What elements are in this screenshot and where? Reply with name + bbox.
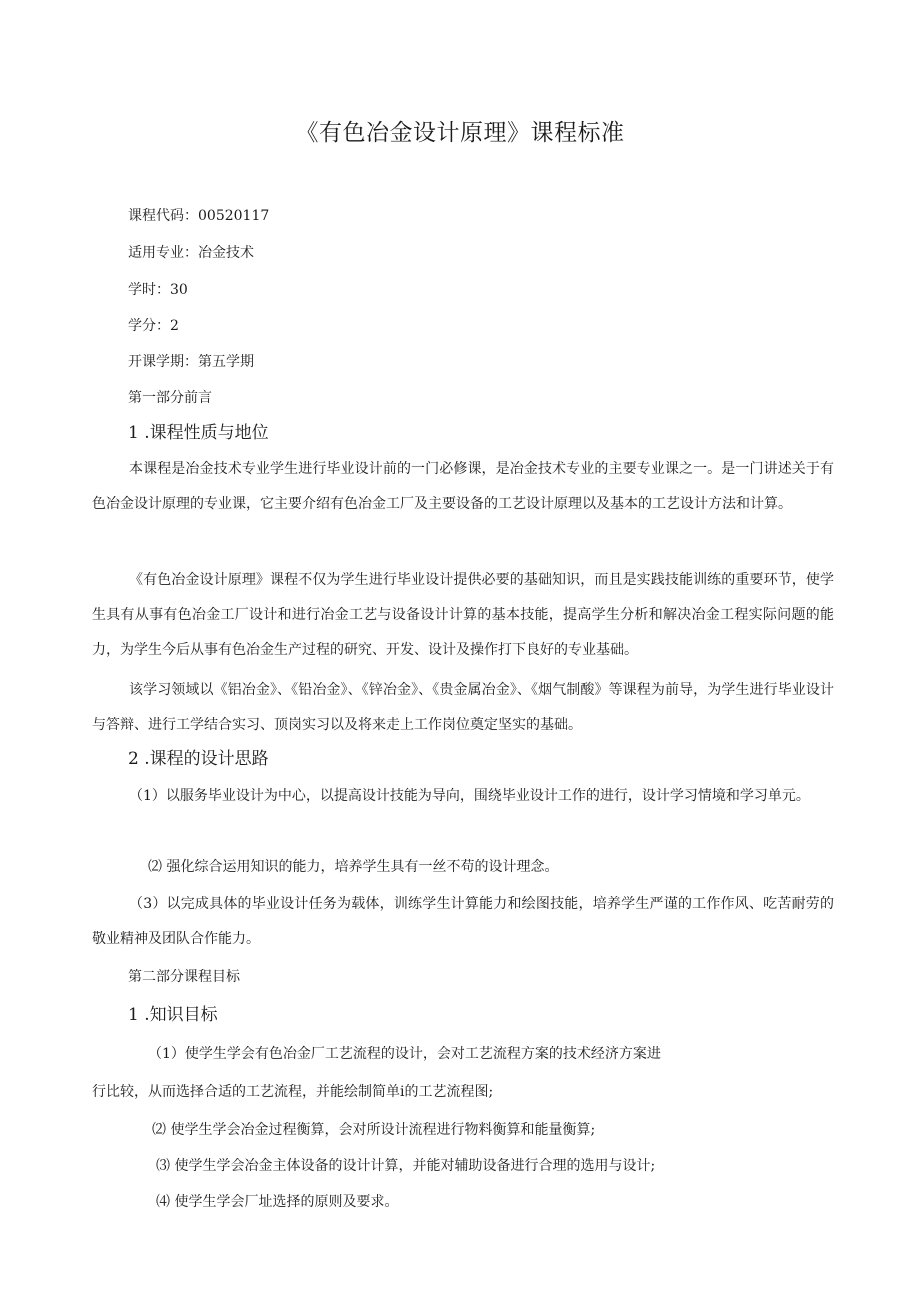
section-heading-design: 2 .课程的设计思路 [128,749,269,769]
semester: 开课学期：第五学期 [128,354,254,370]
paragraph-nature-1: 本课程是冶金技术专业学生进行毕业设计前的一门必修课，是冶金技术专业的主要专业课之一。是一门讲述关于有色冶金设计原理的专业课，它主要介绍有色冶金工厂及主要设备的工艺设计原理以及基本的工艺设计方法和计算。 [92,461,834,512]
knowledge-item-1-line-1: （1）使学生学会有色冶金厂工艺流程的设计，会对工艺流程方案的技术经济方案进 [148,1046,661,1062]
credits: 学分：2 [128,318,179,334]
design-item-3: （3）以完成具体的毕业设计任务为载体，训练学生计算能力和绘图技能，培养学生严谨的工作作风、吃苦耐劳的敬业精神及团队合作能力。 [92,896,834,947]
section-heading-knowledge: 1 .知识目标 [128,1005,218,1025]
section-heading-nature: 1 .课程性质与地位 [128,423,269,443]
paragraph-nature-2: 《有色冶金设计原理》课程不仅为学生进行毕业设计提供必要的基础知识，而且是实践技能训练的重要环节，使学生具有从事有色冶金工厂设计和进行冶金工艺与设备设计计算的基本技能，提高学生分析和解决冶金工程实际问题的能力，为学生今后从事有色冶金生产过程的研究、开发、设计及操作打下良好的专业基础。 [92,572,834,658]
knowledge-item-2: ⑵ 使学生学会冶金过程衡算，会对所设计流程进行物料衡算和能量衡算; [152,1122,596,1138]
course-code: 课程代码：00520117 [128,208,270,224]
knowledge-item-1-line-2: 行比较，从而选择合适的工艺流程，并能绘制简单i的工艺流程图; [92,1084,494,1100]
design-item-2: ⑵ 强化综合运用知识的能力，培养学生具有一丝不苟的设计理念。 [148,859,559,875]
design-item-1: （1）以服务毕业设计为中心，以提高设计技能为导向，围绕毕业设计工作的进行，设计学习情境和学习单元。 [129,788,810,804]
applicable-major: 适用专业：冶金技术 [128,245,254,261]
paragraph-nature-3: 该学习领域以《铝冶金》、《铅冶金》、《锌冶金》、《贵金属冶金》、《烟气制酸》等课程为前导，为学生进行毕业设计与答辩、进行工学结合实习、顶岗实习以及将来走上工作岗位奠定坚实的基础。 [92,682,834,733]
knowledge-item-3: ⑶ 使学生学会冶金主体设备的设计计算，并能对辅助设备进行合理的选用与设计; [156,1158,656,1174]
document-title: 《有色冶金设计原理》课程标准 [295,120,625,146]
part2-title: 第二部分课程目标 [128,969,240,985]
knowledge-item-4: ⑷ 使学生学会厂址选择的原则及要求。 [156,1194,399,1210]
part1-title: 第一部分前言 [128,390,212,406]
class-hours: 学时：30 [128,282,188,298]
